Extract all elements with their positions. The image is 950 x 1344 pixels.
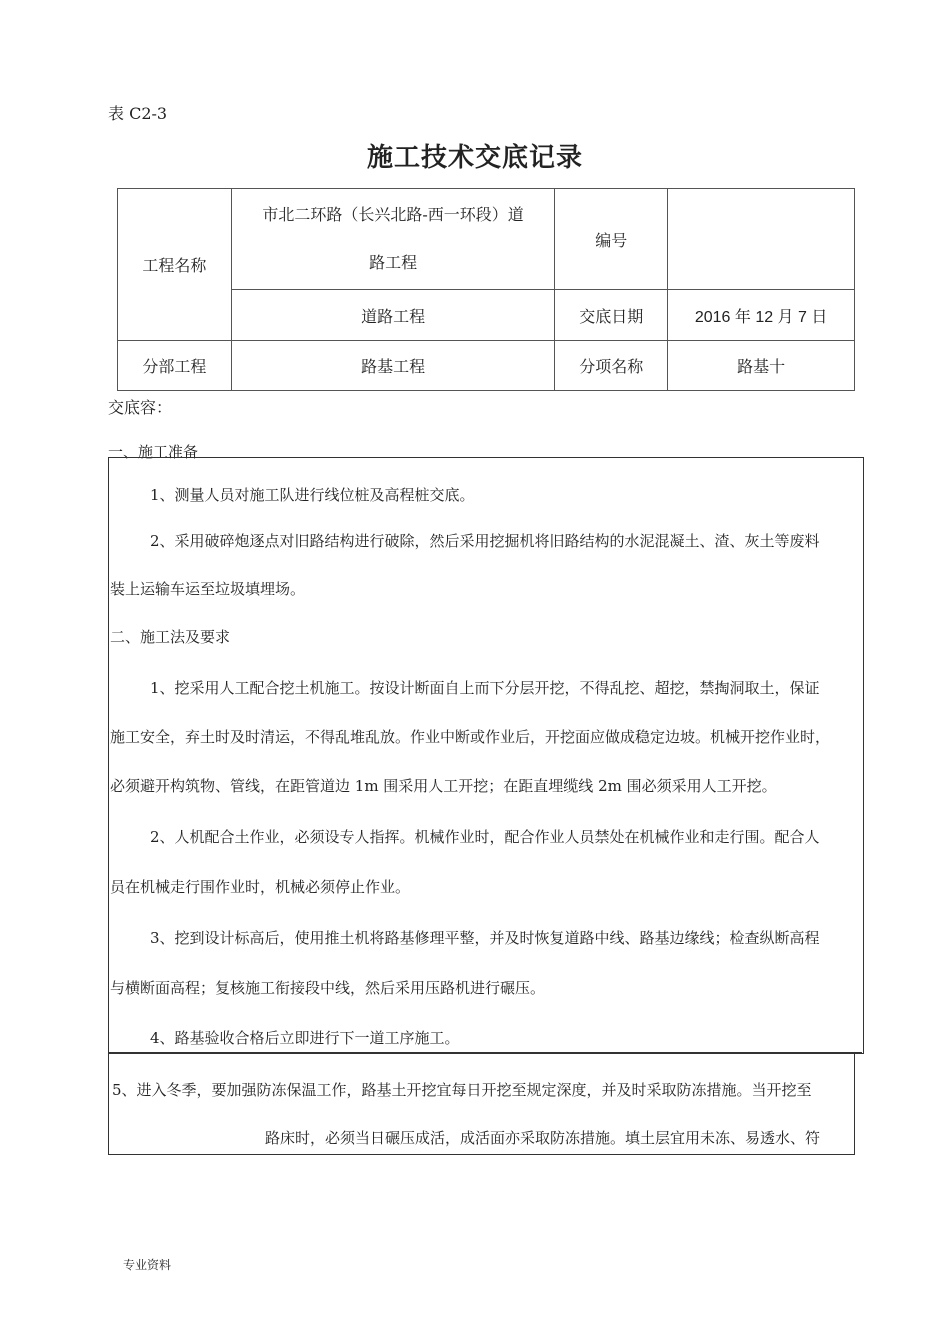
- form-number: 表 C2-3: [108, 104, 168, 123]
- s2-paragraph-1-line3: 必须避开构筑物、管线，在距管道边 1m 围采用人工开挖；在距直埋缆线 2m 围必须采用人工开挖。: [110, 777, 777, 795]
- s2-paragraph-2-line1: 2、人机配合土作业，必须设专人指挥。机械作业时，配合作业人员禁处在机械作业和走行围。配合人: [150, 828, 820, 846]
- code-label: 编号: [555, 189, 668, 290]
- date-label: 交底日期: [555, 290, 668, 341]
- s2-paragraph-4: 4、路基验收合格后立即进行下一道工序施工。: [150, 1029, 460, 1047]
- section-1-title: 一、施工准备: [108, 443, 199, 461]
- s2-paragraph-3-line2: 与横断面高程；复核施工衔接段中线，然后采用压路机进行碾压。: [110, 979, 546, 997]
- project-name-label: 工程名称: [118, 189, 232, 341]
- s1-paragraph-2-line2: 装上运输车运至垃圾填埋场。: [110, 580, 306, 598]
- s2-paragraph-1-line2: 施工安全，弃土时及时清运，不得乱堆乱放。作业中断或作业后，开挖面应做成稳定边坡。机械开挖作业时，: [110, 728, 831, 746]
- project-name-line1: 市北二环路（长兴北路-西一环段）道: [262, 205, 524, 224]
- section-2-title: 二、施工法及要求: [110, 628, 231, 646]
- division-label: 分部工程: [118, 341, 232, 391]
- s2-paragraph-2-line2: 员在机械走行围作业时，机械必须停止作业。: [110, 878, 411, 896]
- footer-text: 专业资料: [123, 1258, 172, 1272]
- project-name-value: [231, 189, 555, 290]
- item-label: 分项名称: [555, 341, 668, 391]
- date-value: 2016 年 12 月 7 日: [668, 290, 855, 341]
- content-intro: 交底容：: [108, 398, 173, 417]
- code-value: [668, 189, 855, 290]
- header-table: [117, 188, 855, 391]
- s2-paragraph-5-line2: 路床时，必须当日碾压成活，成活面亦采取防冻措施。填土层宜用未冻、易透水、符: [265, 1129, 821, 1147]
- s1-paragraph-1: 1、测量人员对施工队进行线位桩及高程桩交底。: [150, 486, 475, 504]
- s1-paragraph-2-line1: 2、采用破碎炮逐点对旧路结构进行破除，然后采用挖掘机将旧路结构的水泥混凝土、渣、灰土等废料: [150, 532, 820, 550]
- division-value: 路基工程: [231, 341, 555, 391]
- divider: [108, 1052, 862, 1053]
- s2-paragraph-5-line1: 5、进入冬季，要加强防冻保温工作，路基土开挖宜每日开挖至规定深度，并及时采取防冻措施。当开挖至: [112, 1081, 812, 1099]
- page-title: 施工技术交底记录: [366, 143, 583, 173]
- item-value: 路基十: [668, 341, 855, 391]
- unit-project-value: 道路工程: [231, 290, 555, 341]
- s2-paragraph-1-line1: 1、挖采用人工配合挖土机施工。按设计断面自上而下分层开挖，不得乱挖、超挖，禁掏洞取土，保证: [150, 679, 820, 697]
- project-name-line2: 路工程: [369, 253, 418, 272]
- s2-paragraph-3-line1: 3、挖到设计标高后，使用推土机将路基修理平整，并及时恢复道路中线、路基边缘线；检查纵断高程: [150, 929, 820, 947]
